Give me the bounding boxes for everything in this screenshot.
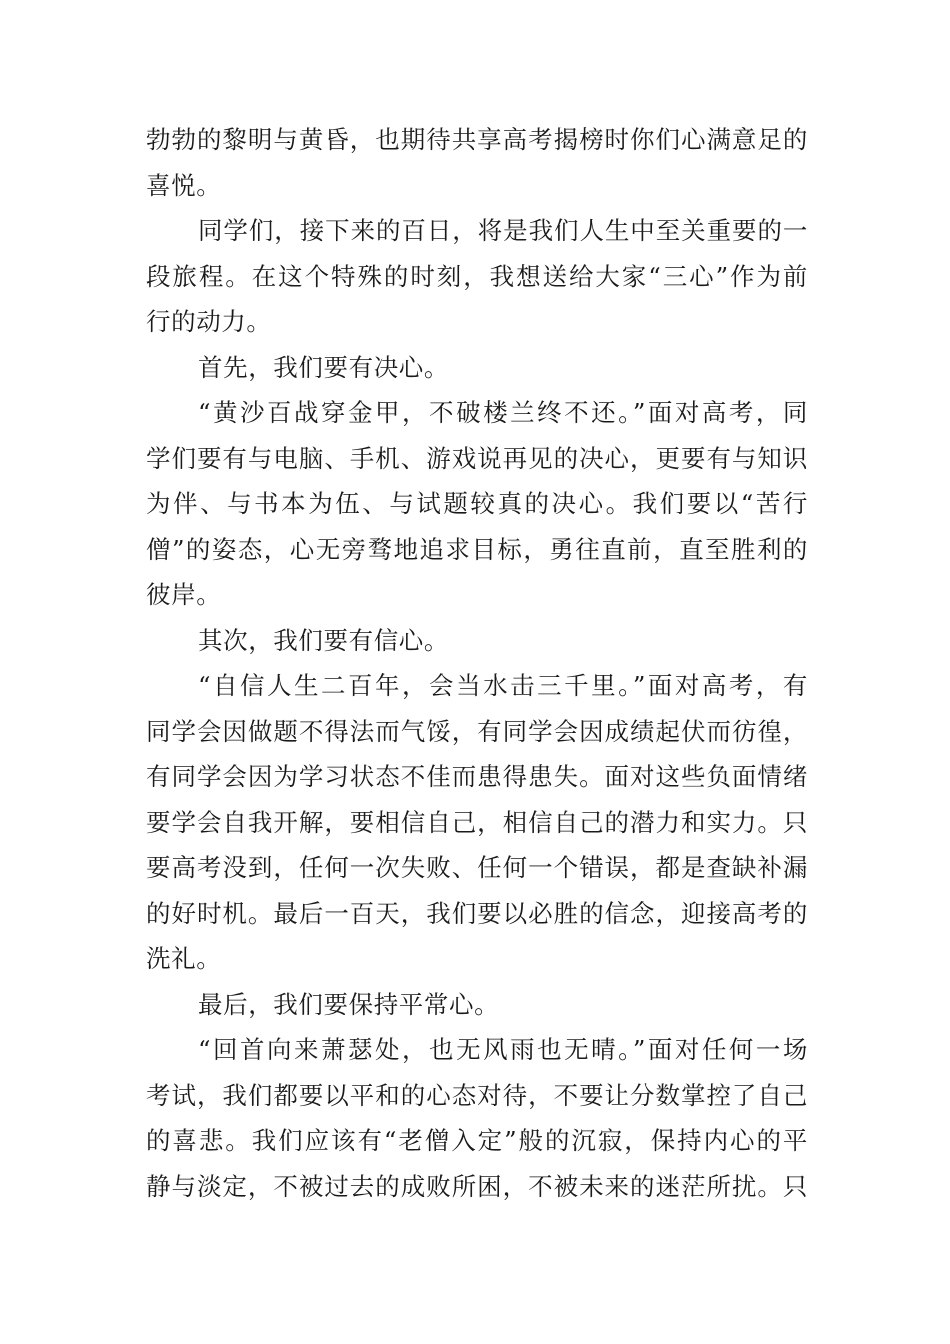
document-text-line: 的喜悲。我们应该有“老僧入定”般的沉寂，保持内心的平 bbox=[146, 1126, 808, 1155]
document-text-line: 有同学会因为学习状态不佳而患得患失。面对这些负面情绪 bbox=[146, 762, 808, 791]
document-body-text bbox=[146, 117, 808, 1209]
document-text-line: 勃勃的黎明与黄昏，也期待共享高考揭榜时你们心满意足的 bbox=[146, 125, 808, 154]
document-text-line: 僧”的姿态，心无旁骛地追求目标，勇往直前，直至胜利的 bbox=[146, 534, 808, 564]
document-text-line: 要高考没到，任何一次失败、任何一个错误，都是查缺补漏 bbox=[146, 853, 808, 882]
document-text-line: 彼岸。 bbox=[146, 580, 222, 609]
document-text-line: 静与淡定，不被过去的成败所困，不被未来的迷茫所扰。只 bbox=[146, 1171, 808, 1201]
document-text-line: 首先，我们要有决心。 bbox=[198, 352, 449, 382]
document-text-line: 其次，我们要有信心。 bbox=[198, 625, 449, 655]
document-text-line: 行的动力。 bbox=[146, 307, 272, 336]
document-text-line: 要学会自我开解，要相信自己，相信自己的潜力和实力。只 bbox=[146, 807, 808, 837]
document-text-line: 同学会因做题不得法而气馁，有同学会因成绩起伏而彷徨， bbox=[146, 716, 808, 746]
document-text-line: 段旅程。在这个特殊的时刻，我想送给大家“三心”作为前 bbox=[146, 261, 808, 291]
document-text-line: “自信人生二百年，会当水击三千里。”面对高考，有 bbox=[198, 671, 808, 700]
document-text-line: 为伴、与书本为伍、与试题较真的决心。我们要以“苦行 bbox=[146, 489, 808, 518]
document-text-line: 喜悦。 bbox=[146, 170, 222, 200]
document-text-line: 最后，我们要保持平常心。 bbox=[198, 989, 500, 1019]
document-text-line: 同学们，接下来的百日，将是我们人生中至关重要的一 bbox=[198, 216, 808, 245]
document-text-line: 洗礼。 bbox=[146, 944, 222, 973]
document-text-line: “回首向来萧瑟处，也无风雨也无晴。”面对任何一场 bbox=[198, 1035, 808, 1064]
document-text-line: 的好时机。最后一百天，我们要以必胜的信念，迎接高考的 bbox=[146, 898, 808, 928]
document-text-line: 学们要有与电脑、手机、游戏说再见的决心，更要有与知识 bbox=[146, 443, 808, 473]
document-text-line: 考试，我们都要以平和的心态对待，不要让分数掌控了自己 bbox=[146, 1080, 808, 1110]
document-text-line: “黄沙百战穿金甲，不破楼兰终不还。”面对高考，同 bbox=[198, 398, 808, 427]
